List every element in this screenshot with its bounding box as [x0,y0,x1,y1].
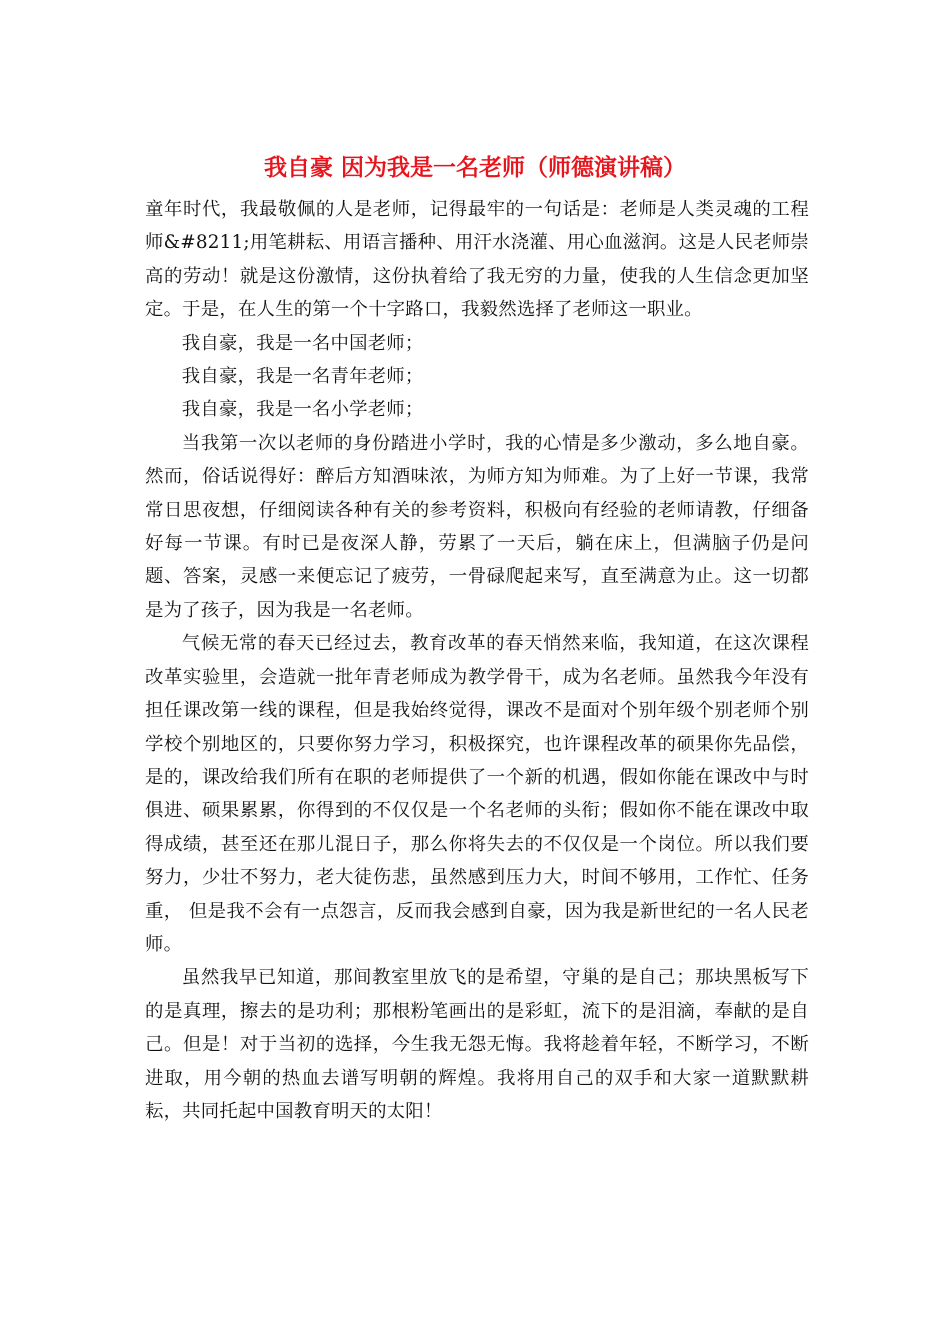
paragraph-proud-chinese-teacher: 我自豪，我是一名中国老师； [181,332,424,354]
document-body [145,193,809,1128]
paragraph-conclusion: 虽然我早已知道，那间教室里放飞的是希望，守巢的是自己；那块黑板写下的是真理，擦去的是功利；那根粉笔画出的是彩虹，流下的是泪滴，奉献的是自己。但是！对于当初的选择，今生我无怨无悔。我将趁着年轻，不断学习，不断进取，用今朝的热血去谱写明朝的辉煌。我将用自己的双手和大家一道默默耕耘，共同托起中国教育明天的太阳！ [145,967,809,1122]
paragraph-proud-primary-teacher: 我自豪，我是一名小学老师； [181,399,424,421]
paragraph-proud-young-teacher: 我自豪，我是一名青年老师； [181,366,424,388]
paragraph-first-day: 当我第一次以老师的身份踏进小学时，我的心情是多少激动，多么地自豪。然而，俗话说得好：醉后方知酒味浓，为师方知为师难。为了上好一节课，我常常日思夜想，仔细阅读各种有关的参考资料，积极向有经验的老师请教，仔细备好每一节课。有时已是夜深人静，劳累了一天后，躺在床上，但满脑子仍是问题、答案，灵感一来便忘记了疲劳，一骨碌爬起来写，直至满意为止。这一切都是为了孩子，因为我是一名老师。 [145,432,809,621]
document-title: 我自豪 因为我是一名老师（师德演讲稿） [263,154,686,181]
paragraph-curriculum-reform: 气候无常的春天已经过去，教育改革的春天悄然来临，我知道，在这次课程改革实验里，会造就一批年青老师成为教学骨干，成为名老师。虽然我今年没有担任课改第一线的课程，但是我始终觉得，课改不是面对个别年级个别老师个别学校个别地区的，只要你努力学习，积极探究，也许课程改革的硕果你先品偿，是的，课改给我们所有在职的老师提供了一个新的机遇，假如你能在课改中与时俱进、硕果累累，你得到的不仅仅是一个名老师的头衔；假如你不能在课改中取得成绩，甚至还在那儿混日子，那么你将失去的不仅仅是一个岗位。所以我们要努力，少壮不努力，老大徒伤悲，虽然感到压力大，时间不够用，工作忙、任务重， 但是我不会有一点怨言，反而我会感到自豪，因为我是新世纪的一名人民老师。 [145,633,809,955]
paragraph-childhood: 童年时代，我最敬佩的人是老师，记得最牢的一句话是：老师是人类灵魂的工程师&#8211;用笔耕耘、用语言播种、用汗水浇灌、用心血滋润。这是人民老师崇高的劳动！就是这份激情，这份执着给了我无穷的力量，使我的人生信念更加坚定。于是，在人生的第一个十字路口，我毅然选择了老师这一职业。 [145,199,809,321]
